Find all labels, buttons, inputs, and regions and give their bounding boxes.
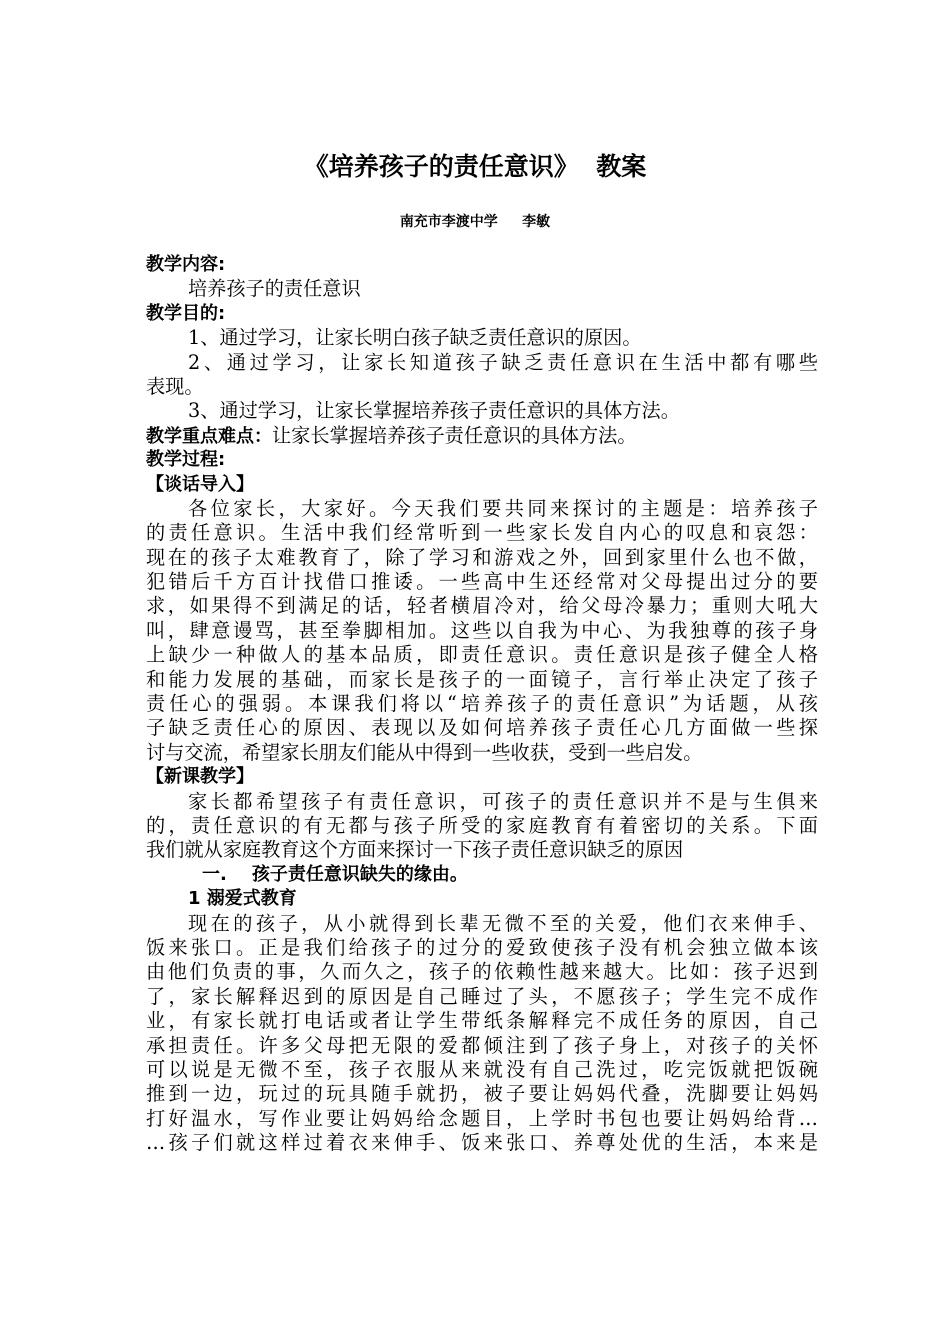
subsection-1-line: 饭来张口。正是我们给孩子的过分的爱致使孩子没有机会独立做本该 [146,935,818,959]
goal-item-1: 1、通过学习，让家长明白孩子缺乏责任意识的原因。 [188,326,642,350]
intro-line: 求，如果得不到满足的话，轻者横眉冷对，给父母冷暴力；重则大吼大 [146,594,818,618]
subsection-1-line: 了，家长解释迟到的原因是自己睡过了头，不愿孩子；学生完不成作 [146,984,818,1008]
new-lesson-heading: 【新课教学】 [146,766,254,788]
new-lesson-line: 家长都希望孩子有责任意识，可孩子的责任意识并不是与生俱来 [188,789,818,813]
document-byline: 南充市李渡中学 李敏 [399,214,551,230]
document-body [146,253,818,1155]
goals-heading: 教学目的: [146,302,226,324]
goal-item-2-line-1: 2、通过学习，让家长知道孩子缺乏责任意识在生活中都有哪些 [188,350,818,374]
subsection-1-heading: 1 溺爱式教育 [188,888,297,910]
intro-heading: 【谈话导入】 [146,473,254,495]
subsection-1-line: 现在的孩子，从小就得到长辈无微不至的关爱，他们衣来伸手、 [188,911,818,935]
content-heading: 教学内容: [146,254,226,275]
key-points-line [146,424,818,448]
intro-line: 犯错后千方百计找借口推诿。一些高中生还经常对父母提出过分的要 [146,570,818,594]
intro-line: 上缺少一种做人的基本品质，即责任意识。责任意识是孩子健全人格 [146,643,818,667]
subsection-1-line: …孩子们就这样过着衣来伸手、饭来张口、养尊处优的生活，本来是 [146,1131,818,1155]
intro-line: 子缺乏责任心的原因、表现以及如何培养孩子责任心几方面做一些探 [146,716,818,740]
process-heading: 教学过程: [146,449,226,471]
content-text: 培养孩子的责任意识 [188,277,361,301]
key-points-text: 让家长掌握培养孩子责任意识的具体方法。 [272,423,637,447]
subsection-1-line: 推到一边，玩过的玩具随手就扔，被子要让妈妈代叠，洗脚要让妈妈 [146,1082,818,1106]
intro-line: 各位家长，大家好。今天我们要共同来探讨的主题是：培养孩子 [188,496,818,520]
intro-line: 讨与交流，希望家长朋友们能从中得到一些收获，受到一些启发。 [146,740,703,764]
goal-item-3: 3、通过学习，让家长掌握培养孩子责任意识的具体方法。 [188,399,680,423]
subsection-1-line: 业，有家长就打电话或者让学生带纸条解释完不成任务的原因，自己 [146,1009,818,1033]
intro-line: 叫，肆意谩骂，甚至拳脚相加。这些以自我为中心、为我独尊的孩子身 [146,618,818,642]
section-1-number: 一. [202,863,227,885]
goal-item-2-line-2: 表现。 [146,374,204,398]
subsection-1-line: 打好温水，写作业要让妈妈给念题目，上学时书包也要让妈妈给背… [146,1106,818,1130]
intro-line: 现在的孩子太难教育了，除了学习和游戏之外，回到家里什么也不做， [146,545,818,569]
new-lesson-line: 我们就从家庭教育这个方面来探讨一下孩子责任意识缺乏的原因 [146,838,684,862]
document-title: 《培养孩子的责任意识》 教案 [303,152,647,181]
new-lesson-line: 的，责任意识的有无都与孩子所受的家庭教育有着密切的关系。下面 [146,813,818,837]
subsection-1-line: 承担责任。许多父母把无限的爱都倾注到了孩子身上，对孩子的关怀 [146,1033,818,1057]
intro-line: 和能力发展的基础，而家长是孩子的一面镜子，言行举止决定了孩子 [146,667,818,691]
key-points-heading: 教学重点难点： [146,425,272,447]
intro-line: 责任心的强弱。本课我们将以“培养孩子的责任意识”为话题，从孩 [146,692,818,716]
subsection-1-line: 可以说是无微不至，孩子衣服从来就没有自己洗过，吃完饭就把饭碗 [146,1057,818,1081]
subsection-1-line: 由他们负责的事，久而久之，孩子的依赖性越来越大。比如：孩子迟到 [146,960,818,984]
section-1-title: 孩子责任意识缺失的缘由。 [251,863,468,885]
intro-line: 的责任意识。生活中我们经常听到一些家长发自内心的叹息和哀怨： [146,521,818,545]
section-1-heading [146,863,818,887]
